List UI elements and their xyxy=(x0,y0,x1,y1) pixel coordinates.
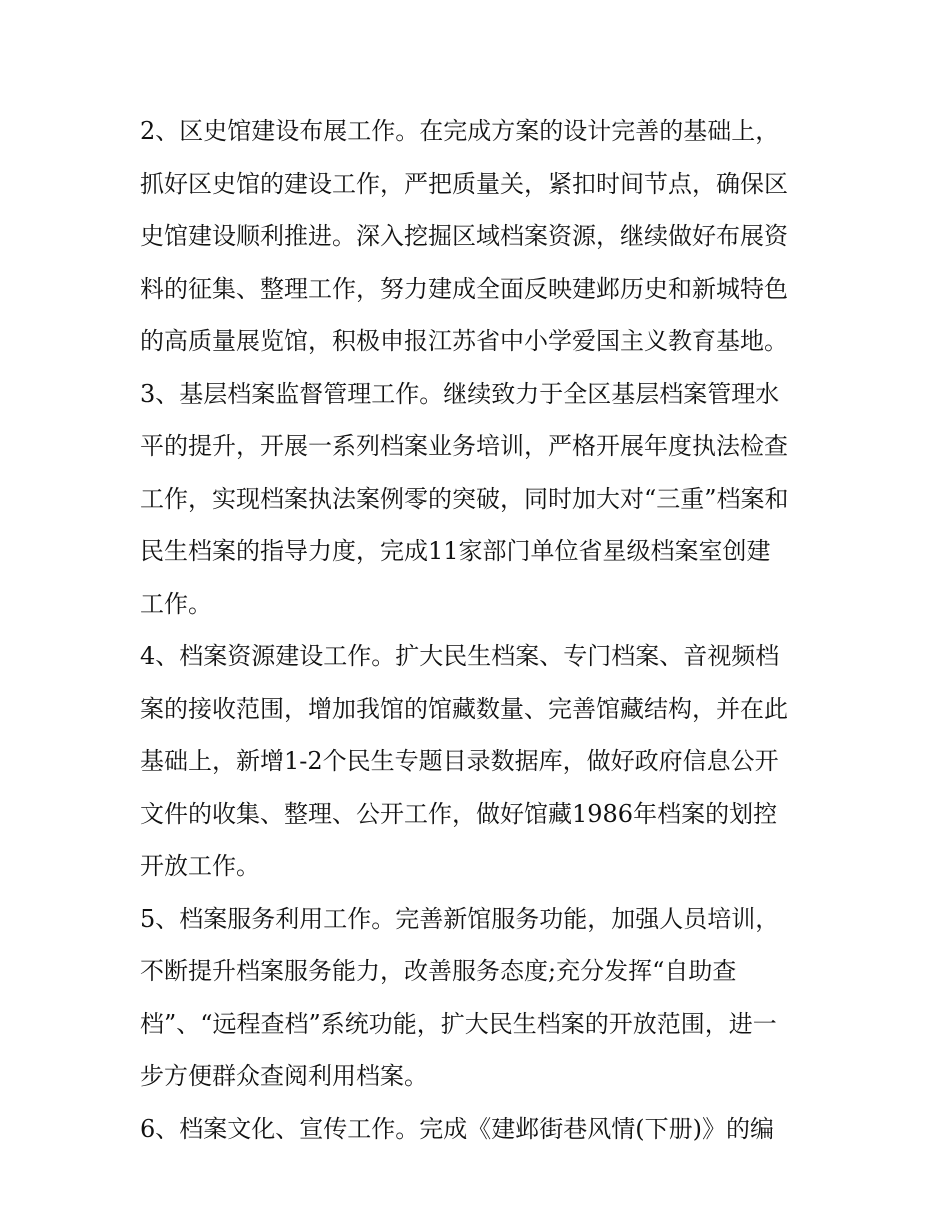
text-line-18: 档”、“远程查档”系统功能，扩大民生档案的开放范围，进一 xyxy=(140,1009,777,1038)
text-line-6: 3、基层档案监督管理工作。继续致力于全区基层档案管理水 xyxy=(140,379,780,408)
text-line-2: 抓好区史馆的建设工作，严把质量关，紧扣时间节点，确保区 xyxy=(140,169,788,198)
text-line-5: 的高质量展览馆，积极申报江苏省中小学爱国主义教育基地。 xyxy=(140,327,788,355)
text-line-17: 不断提升档案服务能力，改善服务态度;充分发挥“自助查 xyxy=(140,957,737,985)
text-line-12: 案的接收范围，增加我馆的馆藏数量、完善馆藏结构，并在此 xyxy=(140,694,788,723)
text-line-13: 基础上，新增1-2个民生专题目录数据库，做好政府信息公开 xyxy=(140,747,779,775)
text-line-8: 工作，实现档案执法案例零的突破，同时加大对“三重”档案和 xyxy=(140,484,789,513)
text-line-20: 6、档案文化、宣传工作。完成《建邺街巷风情(下册)》的编 xyxy=(140,1114,774,1143)
text-line-15: 开放工作。 xyxy=(140,852,260,880)
text-line-11: 4、档案资源建设工作。扩大民生档案、专门档案、音视频档 xyxy=(140,642,780,670)
text-line-3: 史馆建设顺利推进。深入挖掘区域档案资源，继续做好布展资 xyxy=(140,222,788,250)
text-line-10: 工作。 xyxy=(140,589,212,618)
text-line-19: 步方便群众查阅利用档案。 xyxy=(140,1062,428,1090)
document-body xyxy=(140,105,820,1155)
text-line-7: 平的提升，开展一系列档案业务培训，严格开展年度执法检查 xyxy=(140,432,788,460)
text-line-1: 2、区史馆建设布展工作。在完成方案的设计完善的基础上， xyxy=(140,117,780,145)
text-line-14: 文件的收集、整理、公开工作，做好馆藏1986年档案的划控 xyxy=(140,799,778,828)
text-line-4: 料的征集、整理工作，努力建成全面反映建邺历史和新城特色 xyxy=(140,274,788,303)
text-line-9: 民生档案的指导力度，完成11家部门单位省星级档案室创建 xyxy=(140,537,771,565)
text-line-16: 5、档案服务利用工作。完善新馆服务功能，加强人员培训， xyxy=(140,904,780,933)
